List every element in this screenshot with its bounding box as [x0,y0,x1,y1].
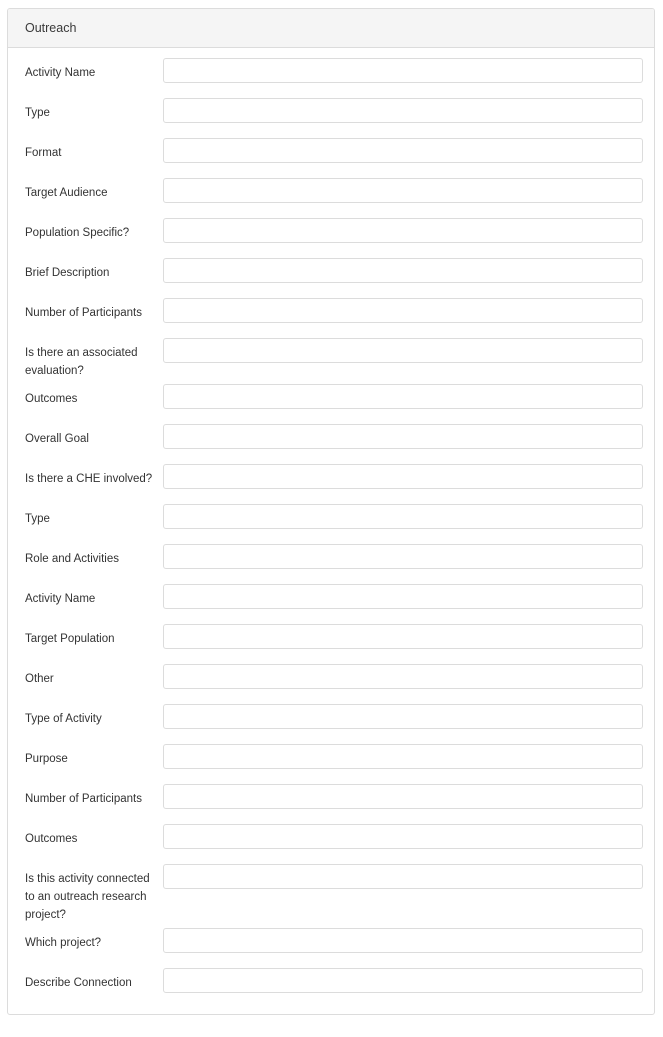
form-row [8,94,654,134]
text-input[interactable] [163,664,643,689]
text-input[interactable] [163,864,643,889]
form-row [8,660,654,700]
field-wrapper [163,294,643,323]
field-label: Is there an associated evaluation? [25,347,138,377]
field-wrapper [163,620,643,649]
outreach-panel [7,8,655,1015]
field-wrapper [163,820,643,849]
field-wrapper [163,174,643,203]
field-label: Population Specific? [25,227,130,239]
page-title: Outreach [25,21,77,35]
text-input[interactable] [163,58,643,83]
field-label: Outcomes [25,393,78,405]
field-wrapper [163,780,643,809]
form-row [8,134,654,174]
text-input[interactable] [163,464,643,489]
field-label: Which project? [25,937,102,949]
form-row [8,254,654,294]
text-input[interactable] [163,744,643,769]
field-wrapper [163,380,643,409]
field-label: Number of Participants [25,793,142,805]
field-label: Brief Description [25,267,110,279]
field-wrapper [163,740,643,769]
field-label: Type [25,513,50,525]
field-wrapper [163,134,643,163]
field-label: Format [25,147,62,159]
field-label: Activity Name [25,67,96,79]
field-wrapper [163,334,643,363]
field-label: Target Population [25,633,115,645]
text-input[interactable] [163,424,643,449]
field-wrapper [163,924,643,953]
text-input[interactable] [163,218,643,243]
text-input[interactable] [163,338,643,363]
field-label: Overall Goal [25,433,89,445]
field-wrapper [163,420,643,449]
form-row [8,460,654,500]
text-input[interactable] [163,704,643,729]
field-label: Type of Activity [25,713,102,725]
form-row [8,214,654,254]
text-input[interactable] [163,384,643,409]
field-label: Other [25,673,54,685]
field-wrapper [163,540,643,569]
field-wrapper [163,254,643,283]
text-input[interactable] [163,258,643,283]
form-row [8,174,654,214]
panel-header [8,9,654,48]
text-input[interactable] [163,178,643,203]
form-row [8,380,654,420]
form-row [8,500,654,540]
field-label: Purpose [25,753,68,765]
text-input[interactable] [163,298,643,323]
form-row [8,964,654,1004]
outreach-form [8,48,654,1014]
form-row [8,740,654,780]
field-label: Type [25,107,50,119]
text-input[interactable] [163,824,643,849]
field-wrapper [163,964,643,993]
field-label: Is there a CHE involved? [25,473,153,485]
form-row [8,780,654,820]
text-input[interactable] [163,584,643,609]
form-row [8,54,654,94]
text-input[interactable] [163,504,643,529]
form-row [8,420,654,460]
form-row [8,820,654,860]
field-wrapper [163,860,643,889]
text-input[interactable] [163,544,643,569]
field-wrapper [163,660,643,689]
field-wrapper [163,580,643,609]
field-label: Describe Connection [25,977,132,989]
text-input[interactable] [163,968,643,993]
form-row [8,580,654,620]
text-input[interactable] [163,624,643,649]
field-label: Role and Activities [25,553,119,565]
field-label: Number of Participants [25,307,142,319]
field-wrapper [163,500,643,529]
form-row [8,620,654,660]
text-input[interactable] [163,784,643,809]
form-row [8,700,654,740]
form-row [8,294,654,334]
form-row [8,860,654,924]
text-input[interactable] [163,98,643,123]
form-row [8,540,654,580]
field-wrapper [163,214,643,243]
field-wrapper [163,460,643,489]
form-row [8,924,654,964]
field-label: Outcomes [25,833,78,845]
form-row [8,334,654,380]
text-input[interactable] [163,138,643,163]
field-label: Activity Name [25,593,96,605]
text-input[interactable] [163,928,643,953]
field-wrapper [163,94,643,123]
field-label: Is this activity connected to an outreach research project? [25,873,150,921]
field-label: Target Audience [25,187,108,199]
field-wrapper [163,54,643,83]
field-wrapper [163,700,643,729]
